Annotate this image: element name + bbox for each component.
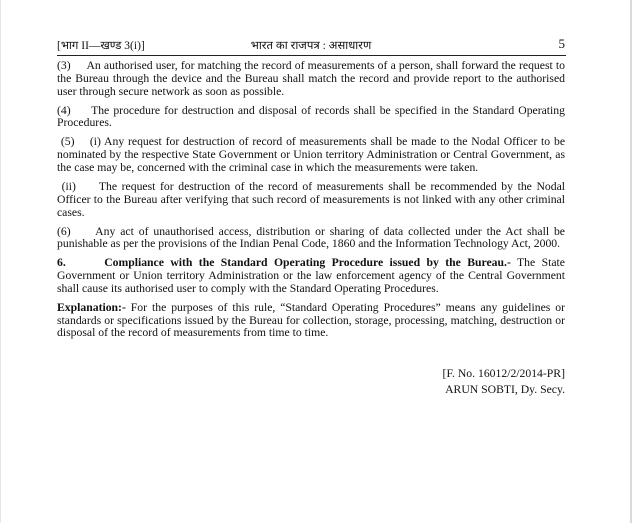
header-rule <box>57 55 566 56</box>
paragraph-text: An authorised user, for matching the record of measurements of a person, shall forward the request to the Bureau through the device and the Bureau shall match the record and provide report to the authorised user through secure network as soon as possible. <box>57 59 566 98</box>
page-header <box>57 38 565 52</box>
section-6 <box>57 257 565 295</box>
paragraph-text: Any act of unauthorised access, distribution or sharing of data collected under the Act shall be punishable as per the provisions of the Indian Penal Code, 1860 and the Information Technology Act, 2000. <box>57 224 565 251</box>
paragraph-text: (i) Any request for destruction of record of measurements shall be made to the Nodal Officer to be nominated by the respective State Government or Union territory Administration or Central Government, as the case may be, concerned with the criminal case in which the measurements were taken. <box>57 135 566 174</box>
page-edge-left <box>0 0 1 523</box>
paragraph-number: (ii) <box>61 179 76 193</box>
explanation-text: For the purposes of this rule, “Standard Operating Procedures” means any guidelines or standards or specifications issued by the Bureau for collection, storage, processing, matching, destruction or disposal of the record of measurements from time to time. <box>57 300 566 340</box>
explanation-label: Explanation:- <box>57 300 126 314</box>
explanation <box>57 302 565 340</box>
header-gazette-title: भारत का राजपत्र : असाधारण <box>250 40 372 52</box>
signatory: ARUN SOBTI, Dy. Secy. <box>445 383 565 396</box>
paragraph-number: (5) <box>60 135 75 149</box>
paragraph-5-i <box>57 136 565 174</box>
paragraph-number: (3) <box>57 59 71 72</box>
section-text: The State Government or Union territory Administration or the law enforcement agency of the Central Government shall cause its authorised user to comply with the Standard Operating Procedures. <box>57 256 565 295</box>
paragraph-text: The request for destruction of the record of measurements shall be recommended by the Nodal Officer to the Bureau after verifying that such record of measurements is not linked with any other criminal cases. <box>57 179 566 219</box>
paragraph-6 <box>57 226 565 252</box>
header-part-section: [भाग II—खण्ड 3(i)] <box>57 40 145 52</box>
section-heading: Compliance with the Standard Operating Procedure issued by the Bureau.- <box>104 256 511 270</box>
section-number: 6. <box>57 256 66 270</box>
header-page-number: 5 <box>558 36 565 51</box>
rule-text-body <box>57 60 565 346</box>
paragraph-5-ii <box>57 181 565 219</box>
paragraph-4 <box>57 105 565 131</box>
paragraph-3 <box>57 60 565 98</box>
paragraph-text: The procedure for destruction and disposal of records shall be specified in the Standard Operating Procedures. <box>57 103 565 130</box>
paragraph-number: (4) <box>57 103 71 117</box>
file-number: [F. No. 16012/2/2014-PR] <box>442 367 565 380</box>
paragraph-number: (6) <box>57 224 71 238</box>
